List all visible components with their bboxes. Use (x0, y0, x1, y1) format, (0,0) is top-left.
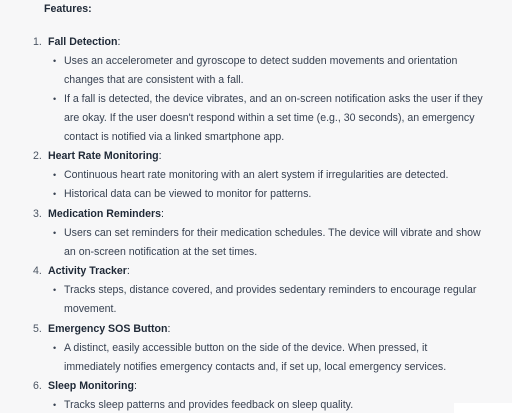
feature-name: Fall Detection (48, 36, 118, 48)
feature-item-medication-reminders (0, 205, 512, 262)
feature-item-emergency-sos (0, 320, 512, 377)
feature-name: Sleep Monitoring (48, 380, 134, 392)
feature-name: Activity Tracker (48, 265, 127, 277)
bullet-text: Historical data can be viewed to monitor for patterns. (64, 188, 312, 200)
corner-overlay (454, 403, 512, 413)
feature-bullet (0, 166, 512, 185)
feature-name: Emergency SOS Button (48, 323, 168, 335)
feature-item-heart-rate (0, 147, 512, 204)
bullet-text: Continuous heart rate monitoring with an alert system if irregularities are detected. (64, 169, 449, 181)
features-heading: Features: (44, 3, 92, 15)
bullet-dot-icon: • (53, 94, 57, 104)
feature-bullet (0, 281, 512, 319)
feature-number: 6. (33, 380, 42, 392)
feature-colon: : (117, 36, 121, 48)
feature-colon: : (158, 150, 162, 162)
feature-item-sleep-monitoring (0, 377, 512, 413)
feature-title (48, 377, 137, 396)
feature-title (48, 205, 164, 224)
feature-title (48, 147, 162, 166)
bullet-text: If a fall is detected, the device vibrates, and an on-screen notification asks the user if they are okay. If the user doesn't respond within a set time (e.g., 30 seconds), an emergency contact is notified via a linked smartphone app. (64, 93, 483, 143)
bullet-text: Tracks sleep patterns and provides feedback on sleep quality. (64, 399, 354, 411)
bullet-dot-icon: • (53, 170, 57, 180)
feature-colon: : (133, 380, 137, 392)
bullet-text: Uses an accelerometer and gyroscope to detect sudden movements and orientation changes that are consistent with a fall. (64, 55, 458, 86)
feature-colon: : (126, 265, 130, 277)
feature-name: Heart Rate Monitoring (48, 150, 159, 162)
feature-number: 5. (33, 323, 42, 335)
feature-bullet (0, 185, 512, 204)
bullet-dot-icon: • (53, 56, 57, 66)
feature-number: 2. (33, 150, 42, 162)
feature-colon: : (161, 208, 164, 220)
bullet-dot-icon: • (53, 285, 57, 295)
bullet-dot-icon: • (53, 343, 57, 353)
feature-bullet (0, 339, 512, 377)
feature-name: Medication Reminders (48, 208, 162, 220)
feature-number: 3. (33, 208, 42, 220)
bullet-dot-icon: • (53, 189, 57, 199)
feature-title (48, 320, 170, 339)
feature-bullet (0, 52, 512, 90)
feature-item-fall-detection (0, 33, 512, 147)
bullet-text: A distinct, easily accessible button on the side of the device. When pressed, it immediately notifies emergency contacts and, if set up, local emergency services. (64, 342, 447, 373)
bullet-dot-icon: • (53, 400, 57, 410)
feature-number: 1. (33, 36, 42, 48)
feature-colon: : (167, 323, 171, 335)
bullet-dot-icon: • (53, 228, 57, 238)
feature-bullet (0, 224, 512, 262)
feature-title (48, 33, 120, 52)
feature-bullet (0, 396, 512, 413)
bullet-text: Users can set reminders for their medication schedules. The device will vibrate and show an on-screen notification at the set times. (64, 227, 481, 258)
bullet-text: Tracks steps, distance covered, and provides sedentary reminders to encourage regular movement. (64, 284, 477, 315)
feature-title (48, 262, 130, 281)
feature-bullet (0, 90, 512, 147)
feature-item-activity-tracker (0, 262, 512, 319)
feature-number: 4. (33, 265, 42, 277)
